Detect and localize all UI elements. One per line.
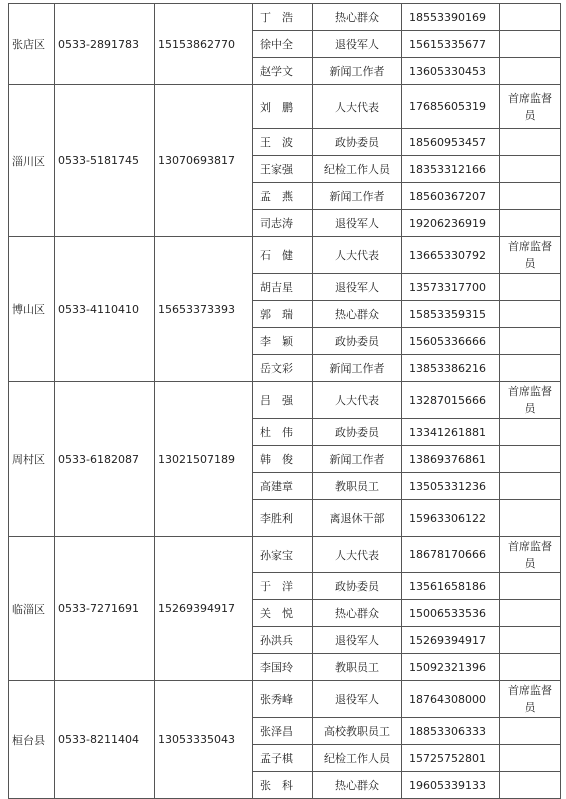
member-note: 首席监督员: [500, 382, 561, 419]
member-name: 王 波: [253, 129, 313, 156]
member-role: 政协委员: [313, 573, 402, 600]
member-note: [500, 355, 561, 382]
district-mobile: 13053335043: [155, 681, 253, 799]
member-note: [500, 745, 561, 772]
member-note: [500, 718, 561, 745]
member-note: [500, 210, 561, 237]
member-phone: 13505331236: [402, 473, 500, 500]
member-phone: 19206236919: [402, 210, 500, 237]
district-name: 临淄区: [9, 537, 55, 681]
member-note: [500, 654, 561, 681]
member-note: [500, 419, 561, 446]
member-role: 政协委员: [313, 129, 402, 156]
member-name: 关 悦: [253, 600, 313, 627]
member-note: [500, 500, 561, 537]
table-body: [9, 4, 561, 799]
member-name: 韩 俊: [253, 446, 313, 473]
member-phone: 13573317700: [402, 274, 500, 301]
member-phone: 15615335677: [402, 31, 500, 58]
district-name: 桓台县: [9, 681, 55, 799]
member-role: 退役军人: [313, 274, 402, 301]
member-name: 赵学文: [253, 58, 313, 85]
member-name: 石 健: [253, 237, 313, 274]
member-name: 司志涛: [253, 210, 313, 237]
member-role: 新闻工作者: [313, 446, 402, 473]
member-role: 新闻工作者: [313, 58, 402, 85]
district-office-phone: 0533-2891783: [55, 4, 155, 85]
member-note: [500, 31, 561, 58]
member-note: [500, 600, 561, 627]
member-note: 首席监督员: [500, 537, 561, 573]
member-role: 离退休干部: [313, 500, 402, 537]
district-office-phone: 0533-8211404: [55, 681, 155, 799]
member-role: 政协委员: [313, 419, 402, 446]
member-phone: 19605339133: [402, 772, 500, 799]
member-role: 人大代表: [313, 237, 402, 274]
member-name: 徐中全: [253, 31, 313, 58]
member-note: [500, 446, 561, 473]
member-name: 岳文彩: [253, 355, 313, 382]
member-role: 纪检工作人员: [313, 156, 402, 183]
district-mobile: 13021507189: [155, 382, 253, 537]
member-phone: 13869376861: [402, 446, 500, 473]
member-note: [500, 129, 561, 156]
district-office-phone: 0533-7271691: [55, 537, 155, 681]
table-row: [9, 237, 561, 274]
member-phone: 15963306122: [402, 500, 500, 537]
district-name: 周村区: [9, 382, 55, 537]
member-name: 刘 鹏: [253, 85, 313, 129]
member-phone: 15269394917: [402, 627, 500, 654]
member-note: 首席监督员: [500, 237, 561, 274]
member-role: 热心群众: [313, 772, 402, 799]
member-phone: 18853306333: [402, 718, 500, 745]
member-role: 人大代表: [313, 85, 402, 129]
member-role: 纪检工作人员: [313, 745, 402, 772]
member-phone: 13341261881: [402, 419, 500, 446]
district-mobile: 15153862770: [155, 4, 253, 85]
district-mobile: 15269394917: [155, 537, 253, 681]
member-role: 热心群众: [313, 4, 402, 31]
member-phone: 13665330792: [402, 237, 500, 274]
member-phone: 18560953457: [402, 129, 500, 156]
member-name: 孙家宝: [253, 537, 313, 573]
member-role: 教职员工: [313, 654, 402, 681]
member-note: [500, 328, 561, 355]
member-name: 孙洪兵: [253, 627, 313, 654]
member-role: 高校教职员工: [313, 718, 402, 745]
member-note: [500, 772, 561, 799]
member-phone: 18353312166: [402, 156, 500, 183]
member-role: 新闻工作者: [313, 183, 402, 210]
member-role: 退役军人: [313, 627, 402, 654]
member-phone: 15006533536: [402, 600, 500, 627]
member-name: 李胜利: [253, 500, 313, 537]
member-note: [500, 573, 561, 600]
district-mobile: 13070693817: [155, 85, 253, 237]
member-phone: 17685605319: [402, 85, 500, 129]
member-name: 王家强: [253, 156, 313, 183]
member-name: 丁 浩: [253, 4, 313, 31]
member-phone: 15605336666: [402, 328, 500, 355]
member-phone: 15853359315: [402, 301, 500, 328]
member-name: 高建章: [253, 473, 313, 500]
district-mobile: 15653373393: [155, 237, 253, 382]
member-role: 热心群众: [313, 600, 402, 627]
member-phone: 15092321396: [402, 654, 500, 681]
member-note: [500, 627, 561, 654]
member-name: 张 科: [253, 772, 313, 799]
table-row: [9, 85, 561, 129]
member-name: 李国玲: [253, 654, 313, 681]
member-phone: 13287015666: [402, 382, 500, 419]
member-phone: 15725752801: [402, 745, 500, 772]
district-office-phone: 0533-6182087: [55, 382, 155, 537]
member-phone: 18764308000: [402, 681, 500, 718]
table-row: [9, 382, 561, 419]
member-role: 教职员工: [313, 473, 402, 500]
member-role: 人大代表: [313, 382, 402, 419]
member-note: [500, 183, 561, 210]
member-phone: 18678170666: [402, 537, 500, 573]
member-phone: 18553390169: [402, 4, 500, 31]
supervisor-table: [8, 3, 561, 799]
district-name: 张店区: [9, 4, 55, 85]
member-name: 孟子棋: [253, 745, 313, 772]
member-note: [500, 473, 561, 500]
table-row: [9, 681, 561, 718]
member-name: 郭 瑞: [253, 301, 313, 328]
member-name: 张泽昌: [253, 718, 313, 745]
member-note: [500, 4, 561, 31]
member-role: 热心群众: [313, 301, 402, 328]
member-phone: 13853386216: [402, 355, 500, 382]
member-role: 新闻工作者: [313, 355, 402, 382]
member-phone: 13561658186: [402, 573, 500, 600]
district-office-phone: 0533-5181745: [55, 85, 155, 237]
member-phone: 18560367207: [402, 183, 500, 210]
table-row: [9, 537, 561, 573]
member-name: 张秀峰: [253, 681, 313, 718]
district-name: 淄川区: [9, 85, 55, 237]
member-note: [500, 274, 561, 301]
member-note: 首席监督员: [500, 681, 561, 718]
member-phone: 13605330453: [402, 58, 500, 85]
member-note: 首席监督员: [500, 85, 561, 129]
member-name: 胡吉星: [253, 274, 313, 301]
member-role: 人大代表: [313, 537, 402, 573]
member-note: [500, 58, 561, 85]
member-note: [500, 301, 561, 328]
district-name: 博山区: [9, 237, 55, 382]
member-name: 杜 伟: [253, 419, 313, 446]
member-note: [500, 156, 561, 183]
member-role: 退役军人: [313, 681, 402, 718]
member-role: 退役军人: [313, 210, 402, 237]
member-name: 李 颖: [253, 328, 313, 355]
member-name: 孟 燕: [253, 183, 313, 210]
member-name: 吕 强: [253, 382, 313, 419]
member-role: 退役军人: [313, 31, 402, 58]
table-row: [9, 4, 561, 31]
member-role: 政协委员: [313, 328, 402, 355]
member-name: 于 洋: [253, 573, 313, 600]
district-office-phone: 0533-4110410: [55, 237, 155, 382]
